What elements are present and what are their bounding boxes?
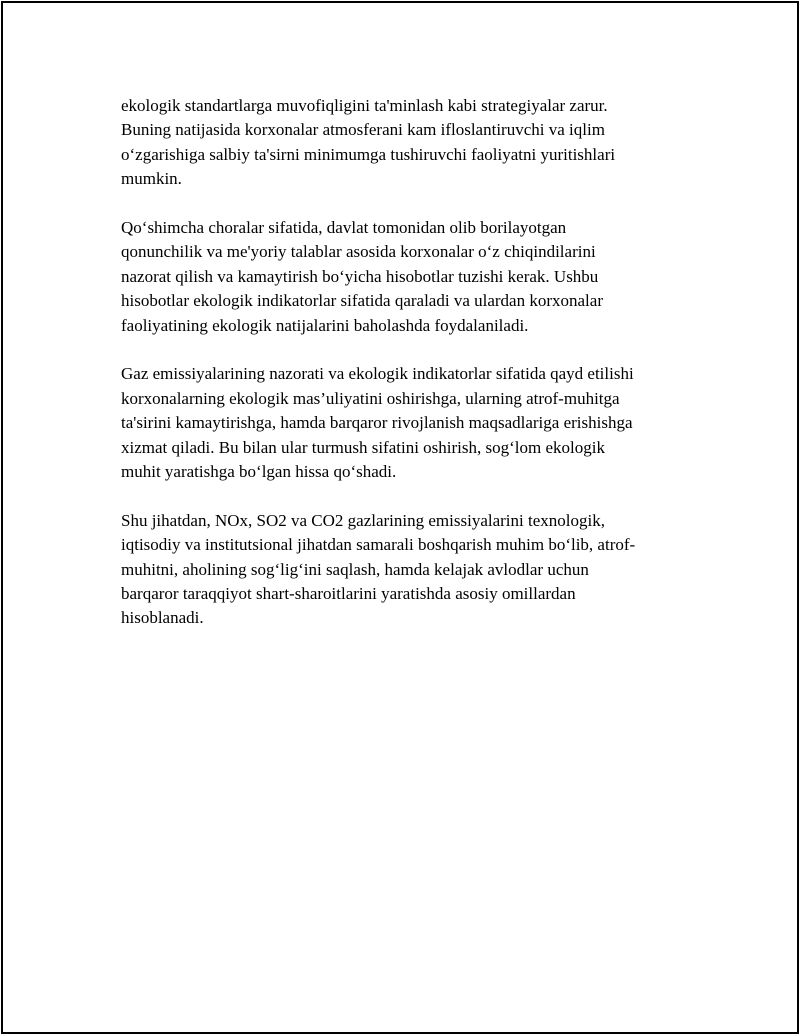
text-line: barqaror taraqqiyot shart-sharoitlarini yaratishda asosiy omillardan: [121, 584, 576, 604]
text-line: Gaz emissiyalarining nazorati va ekologik indikatorlar sifatida qayd etilishi: [121, 364, 634, 384]
text-line: Qo‘shimcha choralar sifatida, davlat tomonidan olib borilayotgan: [121, 218, 567, 238]
paragraph-3: [121, 362, 681, 484]
text-line: o‘zgarishiga salbiy ta'sirni minimumga tushiruvchi faoliyatni yuritishlari: [121, 144, 616, 164]
text-line: nazorat qilish va kamaytirish bo‘yicha hisobotlar tuzishi kerak. Ushbu: [121, 266, 599, 286]
paragraph-1: [121, 94, 681, 192]
text-line: korxonalarning ekologik mas’uliyatini oshirishga, ularning atrof-muhitga: [121, 388, 620, 408]
text-line: Shu jihatdan, NOx, SO2 va CO2 gazlarining emissiyalarini texnologik,: [121, 510, 605, 530]
text-line: hisobotlar ekologik indikatorlar sifatida qaraladi va ulardan korxonalar: [121, 291, 603, 311]
text-line: hisoblanadi.: [121, 608, 204, 628]
text-line: muhitni, aholining sog‘lig‘ini saqlash, hamda kelajak avlodlar uchun: [121, 559, 589, 579]
document-page: [1, 1, 799, 1034]
text-line: muhit yaratishga bo‘lgan hissa qo‘shadi.: [121, 462, 397, 482]
text-line: iqtisodiy va institutsional jihatdan samarali boshqarish muhim bo‘lib, atrof-: [121, 535, 636, 555]
text-line: faoliyatining ekologik natijalarini baholashda foydalaniladi.: [121, 315, 529, 335]
text-line: mumkin.: [121, 169, 182, 189]
text-line: ekologik standartlarga muvofiqligini ta'minlash kabi strategiyalar zarur.: [121, 96, 608, 115]
text-line: qonunchilik va me'yoriy talablar asosida korxonalar o‘z chiqindilarini: [121, 242, 596, 262]
text-line: Buning natijasida korxonalar atmosferani kam ifloslantiruvchi va iqlim: [121, 120, 605, 140]
document-body: [121, 94, 681, 655]
text-line: ta'sirini kamaytirishga, hamda barqaror rivojlanish maqsadlariga erishishga: [121, 413, 633, 433]
text-line: xizmat qiladi. Bu bilan ular turmush sifatini oshirish, sog‘lom ekologik: [121, 437, 605, 457]
paragraph-4: [121, 509, 681, 631]
paragraph-2: [121, 216, 681, 338]
